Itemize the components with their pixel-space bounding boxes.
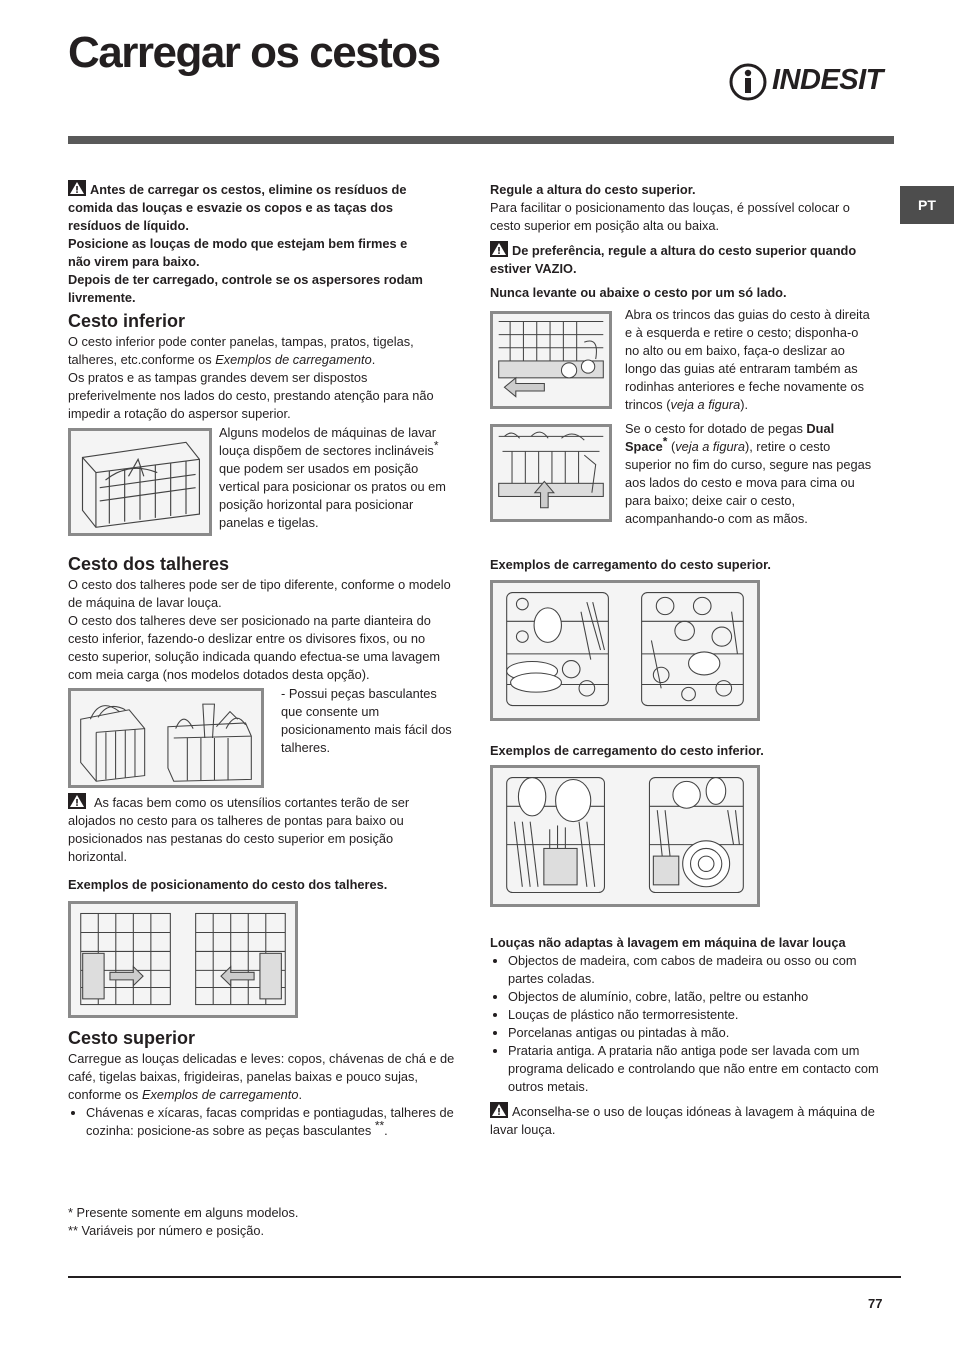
intro-warning-1: Antes de carregar os cestos, elimine os resíduos de comida das louças e esvazie os copos e as taças dos resíduos de líquido.: [68, 182, 407, 233]
section-cesto-inferior: [68, 309, 458, 423]
regule-trincos-text: [625, 306, 875, 414]
talheres-warning: [68, 793, 443, 866]
inferior-examples-link: Exemplos de carregamento: [215, 352, 372, 367]
lower-basket-image: [68, 428, 212, 536]
section-cesto-talheres: [68, 552, 458, 684]
heading-cesto-talheres: Cesto dos talheres: [68, 554, 230, 574]
not-suitable-list: [490, 952, 880, 1096]
heading-cesto-inferior: Cesto inferior: [68, 311, 186, 331]
dual-text-open: (: [667, 439, 676, 454]
footnote-mark-2: **: [68, 1223, 78, 1238]
cutlery-position-image: [68, 901, 298, 1018]
intro-warning-3: Depois de ter carregado, controle se os aspersores rodam livremente.: [68, 272, 423, 305]
footnote-mark-1: *: [68, 1205, 73, 1220]
not-suitable-advice: Aconselha-se o uso de louças idóneas à lavagem à máquina de lavar louça.: [490, 1104, 875, 1137]
regule-warning-text: De preferência, regule a altura do cesto superior quando estiver VAZIO.: [490, 243, 857, 276]
warning-icon: [490, 1102, 508, 1118]
superior-examples-link: Exemplos de carregamento: [141, 1087, 299, 1102]
examples-upper-heading: Exemplos de carregamento do cesto superior.: [490, 557, 771, 572]
brand-logo: [728, 62, 883, 104]
regule-dual-text: [625, 420, 875, 528]
talheres-examples-heading: Exemplos de posicionamento do cesto dos talheres.: [68, 877, 388, 892]
cutlery-basket-image: [68, 688, 264, 788]
lower-basket-examples-image: [490, 765, 760, 907]
language-tab: PT: [900, 186, 954, 224]
heading-not-suitable: Louças não adaptas à lavagem em máquina de lavar louça: [490, 935, 846, 950]
upper-basket-examples-image: [490, 580, 760, 721]
talheres-text-3: - Possui peças basculantes que consente um posicionamento mais fácil dos talheres.: [281, 686, 452, 755]
heading-cesto-superior: Cesto superior: [68, 1028, 196, 1048]
regule-never-text: Nunca levante ou abaixe o cesto por um só lado.: [490, 285, 787, 300]
superior-bullet-text: Chávenas e xícaras, facas compridas e pontiagudas, talheres de cozinha: posicione-as sobre as peças basculantes: [86, 1105, 454, 1138]
dual-text-end: ), retire o cesto superior no fim do curso, segure nas pegas aos lados do cesto e mova para cima ou para baixo; deixe cair o cesto, acompanhando-o com as mãos.: [625, 439, 872, 526]
superior-bullet-end: .: [384, 1123, 388, 1138]
list-item: • Louças de plástico não termorresistente.: [508, 1006, 880, 1024]
footnote-text-2: Variáveis por número e posição.: [77, 1223, 265, 1238]
talheres-text-1: O cesto dos talheres pode ser de tipo diferente, conforme o modelo de máquina de lavar louça.: [68, 577, 451, 610]
footnote-text-1: Presente somente em alguns modelos.: [72, 1205, 299, 1220]
section-not-suitable: [490, 934, 880, 1139]
footer-rule: [68, 1276, 901, 1278]
list-item: • Objectos de alumínio, cobre, latão, peltre ou estanho: [508, 988, 880, 1006]
dual-text: Se o cesto for dotado de pegas: [625, 421, 807, 436]
talheres-text-2: O cesto dos talheres deve ser posicionado na parte dianteira do cesto inferior, fazendo-o deslizar entre os divisores fixos, ou no cesto superior, solução indicada quando efectua-se uma lavagem com meia carga (nos modelos dotados desta opção).: [68, 613, 441, 682]
see-figure-link: veja a figura: [675, 439, 745, 454]
list-item: • Prataria antiga. A prataria não antiga pode ser lavada com um programa delicado e controlando que não entre em contacto com outros metais.: [508, 1042, 880, 1096]
section-cesto-superior: [68, 1026, 458, 1140]
intro-warning: [68, 180, 430, 307]
warning-icon: [68, 180, 86, 196]
examples-lower-heading: Exemplos de carregamento do cesto inferior.: [490, 743, 764, 758]
trincos-text: Abra os trincos das guias do cesto à direita e à esquerda e retire o cesto; disponha-o no alto ou em baixo, faça-o deslizar ao longo das guias até entraram também as rodinhas anteriores e feche novamente os trincos (: [625, 307, 870, 412]
inferior-text-3a: Alguns modelos de máquinas de lavar louça dispõem de sectores inclináveis: [219, 425, 436, 458]
list-item: [86, 1104, 458, 1140]
warning-icon: [68, 793, 86, 809]
list-item: • Objectos de madeira, com cabos de madeira ou osso ou com partes coladas.: [508, 952, 880, 988]
talheres-warning-text: As facas bem como os utensílios cortantes terão de ser alojados no cesto para os talheres de pontas para baixo ou posicionados nas pestanas do cesto superior em posição horizontal.: [68, 795, 410, 864]
list-item: • Porcelanas antigas ou pintadas à mão.: [508, 1024, 880, 1042]
superior-text-1-end: .: [298, 1087, 303, 1102]
header-rule: [68, 136, 894, 144]
regule-text-1: Para facilitar o posicionamento das louças, é possível colocar o cesto superior em posição alta ou baixa.: [490, 200, 850, 233]
brand-wordmark: INDESIT: [772, 64, 883, 96]
heading-regule: Regule a altura do cesto superior.: [490, 182, 696, 197]
inferior-text-3: [219, 424, 459, 532]
see-figure-link: veja a figura: [670, 397, 741, 412]
inferior-text-2: Os pratos e as tampas grandes devem ser dispostos preferivelmente nos lados do cesto, prestando atenção para não impedir a rotação do aspersor superior.: [68, 370, 434, 421]
section-regule: [490, 181, 880, 302]
indesit-i-icon: [728, 62, 768, 102]
footnote-marker: **: [374, 1118, 385, 1133]
inferior-text-3b: que podem ser usados em posição vertical para posicionar os pratos ou em posição horizontal para posicionar panelas e tigelas.: [219, 461, 446, 530]
page-number: 77: [868, 1296, 883, 1311]
dual-space-label: Dual Space: [625, 421, 835, 454]
footnote-marker: *: [433, 438, 439, 453]
inferior-text-1-end: .: [371, 352, 376, 367]
dual-space-image: [490, 424, 612, 522]
intro-warning-2: Posicione as louças de modo que estejam bem firmes e não virem para baixo.: [68, 236, 408, 269]
trincos-text-end: ).: [740, 397, 749, 412]
page-title: Carregar os cestos: [68, 28, 440, 77]
footnotes: [68, 1204, 458, 1240]
warning-icon: [490, 241, 508, 257]
basket-rail-image: [490, 311, 612, 409]
inferior-text-1: O cesto inferior pode conter panelas, tampas, pratos, tigelas, talheres, etc.conforme os: [68, 334, 414, 367]
superior-bullets: [68, 1104, 458, 1140]
footnote-marker: *: [662, 434, 668, 449]
superior-text-1: Carregue as louças delicadas e leves: copos, chávenas de chá e de café, tigelas baixas, frigideiras, panelas baixas e pouco sujas, conforme os: [68, 1051, 455, 1102]
